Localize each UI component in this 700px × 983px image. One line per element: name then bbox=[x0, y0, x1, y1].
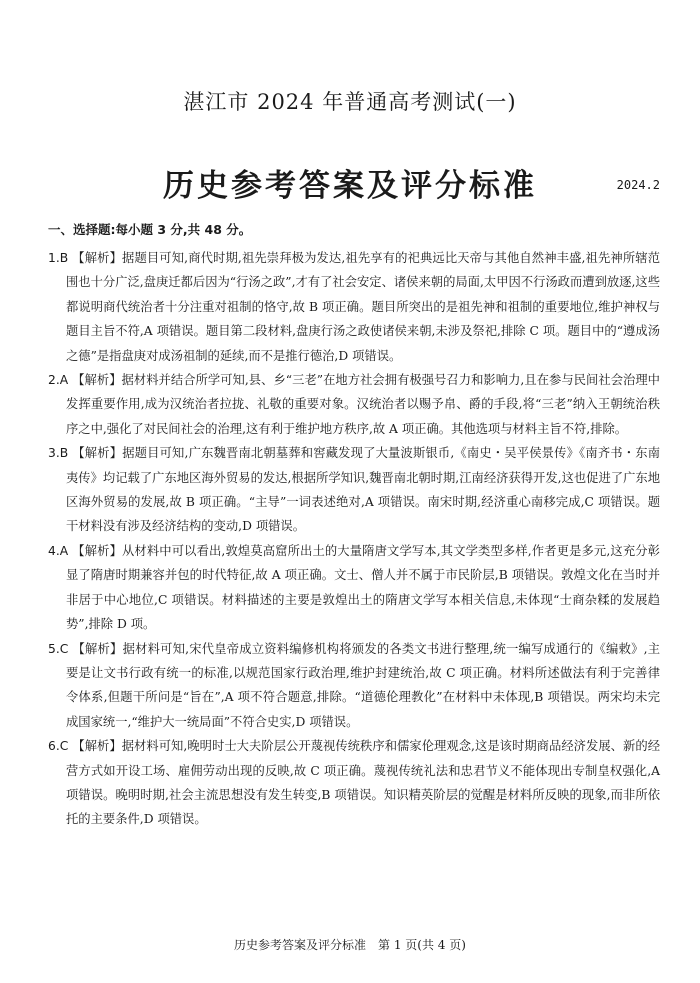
answer-number: 6. bbox=[48, 739, 60, 754]
answer-choice: A bbox=[59, 373, 69, 388]
answer-item bbox=[48, 246, 660, 368]
answer-text: 据材料并结合所学可知,县、乡“三老”在地方社会拥有极强号召力和影响力,且在参与民间社会治理中发挥重要作用,成为汉统治者拉拢、礼敬的重要对象。汉统治者以赐予帛、爵的手段,将“三老”纳入王朝统治秩序之中,强化了对民间社会的治理,这有利于维护地方秩序,故 A 项正确。其他选项与材料主旨不符,排除。 bbox=[66, 373, 660, 436]
analysis-tag: 【解析】 bbox=[72, 739, 122, 754]
analysis-tag: 【解析】 bbox=[72, 543, 122, 558]
page-footer: 历史参考答案及评分标准 第 1 页(共 4 页) bbox=[234, 938, 466, 952]
answer-item bbox=[48, 368, 660, 441]
exam-title: 湛江市 2024 年普通高考测试(一) bbox=[183, 90, 517, 114]
answer-number: 2. bbox=[48, 373, 60, 388]
analysis-tag: 【解析】 bbox=[72, 373, 122, 388]
document-title: 历史参考答案及评分标准 bbox=[163, 168, 537, 204]
answer-choice: C bbox=[59, 739, 69, 754]
answer-text: 据题目可知,商代时期,祖先崇拜极为发达,祖先享有的祀典远比天帝与其他自然神丰盛,祖先神所辖范围也十分广泛,盘庚迁都后因为“行汤之政”,才有了社会安定、诸侯来朝的局面,太甲因不行汤政而遭到放逐,这些都说明商代统治者十分注重对祖制的恪守,故 B 项正确。题目所突出的是祖先神和祖制的重要地位,维护神权与题目主旨不符,A 项错误。题目第二段材料,盘庚行汤之政使诸侯来朝,未涉及祭祀,排除 C 项。题目中的“遵成汤之德”是指盘庚对成汤祖制的延续,而不是推行德治,D 项错误。 bbox=[66, 251, 660, 363]
answer-item bbox=[48, 637, 660, 735]
answer-list bbox=[48, 246, 660, 832]
answer-text: 据材料可知,宋代皇帝成立资料编修机构将颁发的各类文书进行整理,统一编写成通行的《编敕》,主要是让文书行政有统一的标准,以规范国家行政治理,维护封建统治,故 C 项正确。材料所述做法有利于完善律令体系,但题干所问是“旨在”,A 项不符合题意,排除。“道德伦理教化”在材料中未体现,B 项错误。两宋均未完成国家统一,“维护大一统局面”不符合史实,D 项错误。 bbox=[66, 641, 660, 729]
answer-choice: B bbox=[59, 251, 69, 265]
answer-number: 1. bbox=[48, 251, 60, 265]
answer-number: 3. bbox=[48, 446, 60, 461]
answer-item bbox=[48, 441, 660, 539]
analysis-tag: 【解析】 bbox=[72, 641, 123, 656]
answer-item bbox=[48, 734, 660, 832]
answer-text: 据题目可知,广东魏晋南北朝墓葬和窖藏发现了大量波斯银币,《南史・吴平侯景传》《南齐书・东南夷传》均记载了广东地区海外贸易的发达,根据所学知识,魏晋南北朝时期,江南经济获得开发,这也促进了广东地区海外贸易的发展,故 B 项正确。“主导”一词表述绝对,A 项错误。南宋时期,经济重心南移完成,C 项错误。题干材料没有涉及经济结构的变动,D 项错误。 bbox=[66, 446, 660, 534]
answer-number: 5. bbox=[48, 641, 60, 656]
document-date: 2024.2 bbox=[616, 178, 660, 192]
analysis-tag: 【解析】 bbox=[72, 446, 123, 461]
answer-text: 据材料可知,晚明时士大夫阶层公开蔑视传统秩序和儒家伦理观念,这是该时期商品经济发展、新的经营方式如开设工场、雇佣劳动出现的反映,故 C 项正确。蔑视传统礼法和忠君节义不能体现出专制皇权强化,A 项错误。晚明时期,社会主流思想没有发生转变,B 项错误。知识精英阶层的觉醒是材料所反映的现象,而非所依托的主要条件,D 项错误。 bbox=[66, 739, 660, 827]
answer-choice: B bbox=[59, 446, 69, 461]
answer-text: 从材料中可以看出,敦煌莫高窟所出土的大量隋唐文学写本,其文学类型多样,作者更是多元,这充分彰显了隋唐时期兼容并包的时代特征,故 A 项正确。文士、僧人并不属于市民阶层,B 项错误。敦煌文化在当时并非居于中心地位,C 项错误。材料描述的主要是敦煌出土的隋唐文学写本相关信息,未体现“士商杂糅的发展趋势”,排除 D 项。 bbox=[66, 543, 660, 632]
answer-item bbox=[48, 539, 660, 637]
analysis-tag: 【解析】 bbox=[72, 251, 123, 265]
section-heading: 一、选择题:每小题 3 分,共 48 分。 bbox=[48, 222, 252, 237]
answer-choice: C bbox=[59, 641, 69, 656]
answer-number: 4. bbox=[48, 543, 60, 558]
answer-choice: A bbox=[59, 543, 69, 558]
